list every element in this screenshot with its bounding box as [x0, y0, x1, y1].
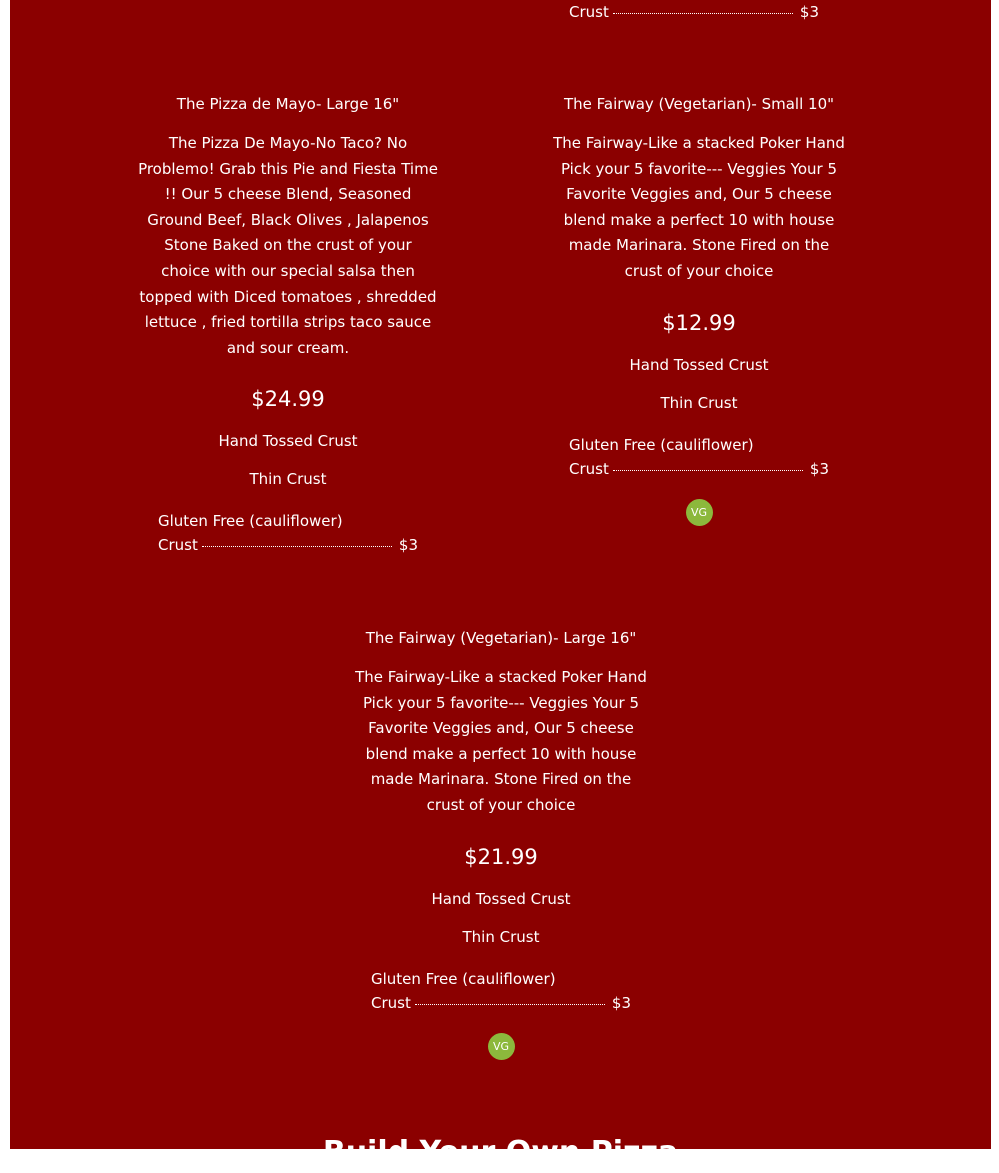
- previous-item-gluten-free-crust-option: [559, 0, 819, 24]
- crust-option-label: Crust: [569, 3, 609, 21]
- menu-item-fairway-large: [351, 629, 651, 1060]
- crust-option-price: $3: [398, 536, 418, 555]
- crust-option-gluten-free: [569, 433, 829, 481]
- crust-option-thin: Thin Crust: [660, 393, 738, 412]
- dot-leader: [613, 470, 803, 471]
- crust-option-hand-tossed: Hand Tossed Crust: [431, 889, 571, 908]
- crust-option-thin: Thin Crust: [462, 927, 540, 946]
- menu-item-title: The Fairway (Vegetarian)- Small 10": [563, 95, 835, 113]
- vegetarian-badge-icon: VG: [488, 1033, 515, 1060]
- vegetarian-badge-icon: VG: [686, 499, 713, 526]
- dot-leader: [613, 13, 793, 14]
- menu-item-pizza-de-mayo: [138, 95, 438, 557]
- menu-panel: [10, 0, 991, 1170]
- crust-option-label: Gluten Free (cauliflower) Crust: [158, 512, 343, 555]
- crust-option-label: Gluten Free (cauliflower) Crust: [371, 969, 556, 1012]
- crust-option-gluten-free: [158, 509, 418, 557]
- crust-option-gluten-free: [371, 967, 631, 1015]
- menu-item-price: $21.99: [464, 844, 538, 869]
- menu-item-title: The Pizza de Mayo- Large 16": [176, 95, 400, 113]
- menu-item-fairway-small: [549, 95, 849, 526]
- menu-item-price: $12.99: [662, 310, 736, 335]
- crust-option-hand-tossed: Hand Tossed Crust: [218, 432, 358, 451]
- crust-option-price: $3: [611, 993, 631, 1012]
- menu-item-description: The Fairway-Like a stacked Poker Hand Pick your 5 favorite--- Veggies Your 5 Favorite Veggies and, Our 5 cheese blend make a perfect 10 with house made Marinara. Stone Fired on the crust of your choice: [355, 668, 647, 814]
- dot-leader: [202, 546, 392, 547]
- menu-item-description: The Fairway-Like a stacked Poker Hand Pick your 5 favorite--- Veggies Your 5 Favorite Veggies and, Our 5 cheese blend make a perfect 10 with house made Marinara. Stone Fired on the crust of your choice: [553, 134, 845, 280]
- menu-item-title: The Fairway (Vegetarian)- Large 16": [365, 629, 637, 647]
- crust-option-hand-tossed: Hand Tossed Crust: [629, 355, 769, 374]
- crust-option-price: $3: [799, 3, 819, 21]
- menu-item-price: $24.99: [251, 387, 325, 412]
- dot-leader: [415, 1004, 605, 1005]
- menu-item-description: The Pizza De Mayo-No Taco? No Problemo! Grab this Pie and Fiesta Time !! Our 5 cheese Blend, Seasoned Ground Beef, Black Olives , Jalapenos Stone Baked on the crust of your choice with our special salsa then topped with Diced tomatoes , shredded lettuce , fried tortilla strips taco sauce and sour cream.: [138, 134, 438, 357]
- section-heading-build-your-own: Build Your Own Pizza: [322, 1135, 679, 1170]
- crust-option-price: $3: [809, 459, 829, 478]
- crust-option-label: Gluten Free (cauliflower) Crust: [569, 435, 754, 478]
- crust-option-thin: Thin Crust: [249, 470, 327, 489]
